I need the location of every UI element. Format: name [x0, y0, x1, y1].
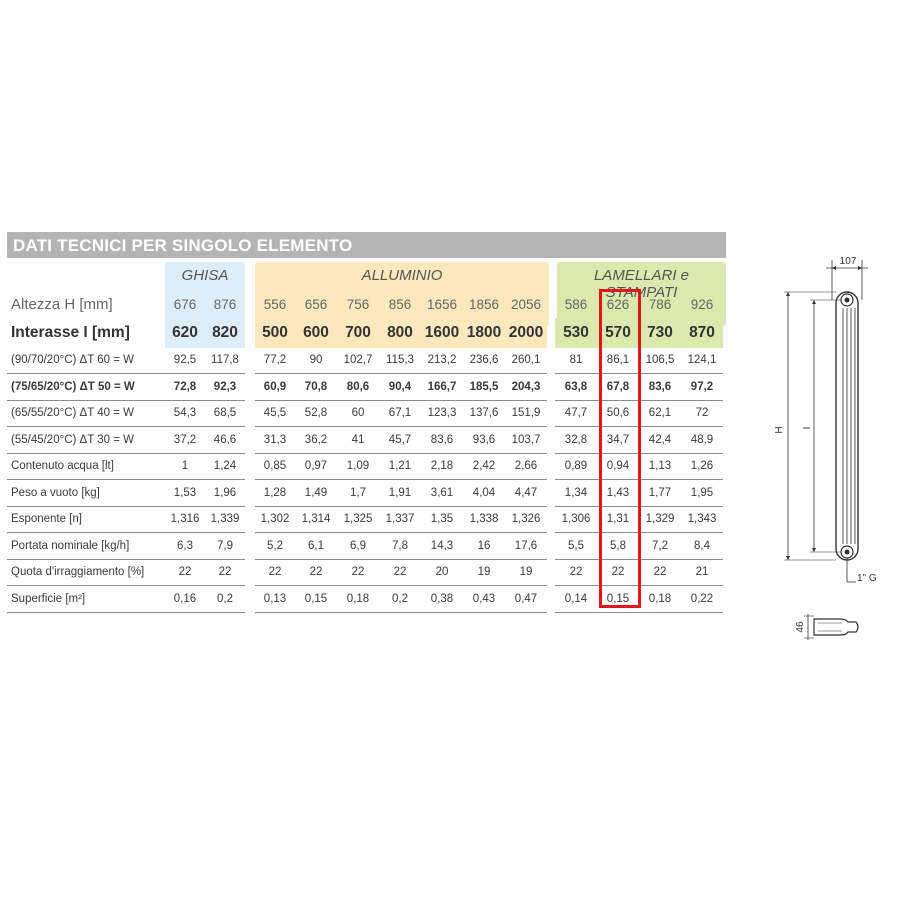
group-label-ghisa: GHISA — [181, 267, 229, 284]
table-cell: 6,1 — [295, 533, 337, 560]
table-cell: 2056 — [510, 297, 542, 313]
table-cell: 0,16 — [165, 586, 205, 613]
group-spacer — [547, 559, 555, 586]
table-cell: 1,49 — [295, 480, 337, 507]
table-cell: 1,329 — [639, 506, 681, 533]
table-cell: 22 — [639, 559, 681, 586]
table-cell: 50,6 — [597, 400, 639, 427]
table-cell: 1,43 — [597, 480, 639, 507]
table-cell: 8,4 — [681, 533, 723, 560]
table-cell: 45,7 — [379, 427, 421, 454]
table-cell: 22 — [295, 559, 337, 586]
group-spacer — [245, 427, 255, 454]
table-cell: 62,1 — [639, 400, 681, 427]
table-cell: 1800 — [463, 318, 505, 348]
table-cell: 166,7 — [421, 374, 463, 401]
table-cell: 530 — [555, 318, 597, 348]
table-cell: 32,8 — [555, 427, 597, 454]
group-spacer — [547, 318, 555, 348]
table-cell: 1,35 — [421, 506, 463, 533]
group-spacer — [547, 453, 555, 480]
table-cell: 6,3 — [165, 533, 205, 560]
table-cell: 4,04 — [463, 480, 505, 507]
table-cell: 151,9 — [505, 400, 547, 427]
depth-dimension-label: 46 — [795, 621, 806, 633]
table-cell: 204,3 — [505, 374, 547, 401]
connection-label: 1" G — [857, 573, 877, 584]
table-cell: 0,85 — [255, 453, 295, 480]
row-label: Peso a vuoto [kg] — [7, 480, 165, 507]
table-cell: 21 — [681, 559, 723, 586]
table-cell: 117,8 — [205, 348, 245, 374]
group-spacer — [547, 374, 555, 401]
table-cell: 1,24 — [205, 453, 245, 480]
group-spacer — [547, 400, 555, 427]
group-spacer — [547, 427, 555, 454]
table-cell: 46,6 — [205, 427, 245, 454]
group-spacer — [245, 453, 255, 480]
table-cell: 570 — [597, 318, 639, 348]
row-label: Esponente [n] — [7, 506, 165, 533]
table-cell: 115,3 — [379, 348, 421, 374]
table-cell: 36,2 — [295, 427, 337, 454]
table-cell: 14,3 — [421, 533, 463, 560]
table-cell: 93,6 — [463, 427, 505, 454]
table-cell: 22 — [597, 559, 639, 586]
table-cell: 3,61 — [421, 480, 463, 507]
height-dimension-label: H — [774, 426, 785, 434]
table-cell: 42,4 — [639, 427, 681, 454]
group-spacer — [245, 348, 255, 374]
table-cell: 1,326 — [505, 506, 547, 533]
table-cell: 72,8 — [165, 374, 205, 401]
table-cell: 1,95 — [681, 480, 723, 507]
row-label: Portata nominale [kg/h] — [7, 533, 165, 560]
table-cell: 870 — [681, 318, 723, 348]
group-spacer — [245, 374, 255, 401]
table-cell: 0,18 — [337, 586, 379, 613]
table-cell: 5,2 — [255, 533, 295, 560]
group-spacer — [245, 292, 255, 318]
table-cell: 0,22 — [681, 586, 723, 613]
group-spacer — [547, 586, 555, 613]
table-cell: 0,13 — [255, 586, 295, 613]
table-cell: 0,15 — [597, 586, 639, 613]
table-cell: 185,5 — [463, 374, 505, 401]
table-cell: 620 — [165, 318, 205, 348]
table-cell: 1,302 — [255, 506, 295, 533]
table-cell: 70,8 — [295, 374, 337, 401]
group-label-alluminio: ALLUMINIO — [361, 267, 443, 284]
table-cell: 1,21 — [379, 453, 421, 480]
table-cell: 90 — [295, 348, 337, 374]
table-cell: 67,8 — [597, 374, 639, 401]
table-cell: 1,31 — [597, 506, 639, 533]
table-cell: 500 — [255, 318, 295, 348]
table-cell: 102,7 — [337, 348, 379, 374]
table-cell: 1,13 — [639, 453, 681, 480]
table-cell: 22 — [379, 559, 421, 586]
table-cell: 0,43 — [463, 586, 505, 613]
group-spacer — [245, 400, 255, 427]
table-cell: 4,47 — [505, 480, 547, 507]
table-cell: 19 — [463, 559, 505, 586]
table-cell: 22 — [205, 559, 245, 586]
group-spacer — [547, 348, 555, 374]
table-cell: 1,337 — [379, 506, 421, 533]
table-cell: 1,34 — [555, 480, 597, 507]
table-cell: 45,5 — [255, 400, 295, 427]
row-label: Quota d'irraggiamento [%] — [7, 559, 165, 586]
table-cell: 2000 — [505, 318, 547, 348]
table-cell: 92,5 — [165, 348, 205, 374]
table-cell: 1,343 — [681, 506, 723, 533]
table-cell: 54,3 — [165, 400, 205, 427]
group-spacer — [245, 559, 255, 586]
row-label: Altezza H [mm] — [11, 296, 113, 314]
table-cell: 34,7 — [597, 427, 639, 454]
table-cell: 1656 — [426, 297, 458, 313]
group-spacer — [547, 480, 555, 507]
table-cell: 48,9 — [681, 427, 723, 454]
table-cell: 19 — [505, 559, 547, 586]
table-cell: 1,77 — [639, 480, 681, 507]
table-cell: 124,1 — [681, 348, 723, 374]
table-cell: 77,2 — [255, 348, 295, 374]
table-cell: 676 — [173, 297, 197, 313]
table-cell: 1,53 — [165, 480, 205, 507]
row-label: Contenuto acqua [lt] — [7, 453, 165, 480]
table-cell: 83,6 — [421, 427, 463, 454]
group-spacer — [547, 506, 555, 533]
table-cell: 92,3 — [205, 374, 245, 401]
table-cell: 81 — [555, 348, 597, 374]
table-cell: 6,9 — [337, 533, 379, 560]
row-label: (90/70/20°C) ΔT 60 = W — [7, 348, 165, 374]
table-title-bar — [7, 232, 726, 258]
table-cell: 856 — [388, 297, 412, 313]
table-cell: 0,38 — [421, 586, 463, 613]
table-cell: 213,2 — [421, 348, 463, 374]
table-cell: 103,7 — [505, 427, 547, 454]
table-cell: 1,325 — [337, 506, 379, 533]
table-cell: 0,15 — [295, 586, 337, 613]
group-spacer — [245, 318, 255, 348]
table-cell: 756 — [346, 297, 370, 313]
table-cell: 52,8 — [295, 400, 337, 427]
group-label-lamellari: LAMELLARI e STAMPATI — [593, 267, 690, 301]
group-spacer — [245, 480, 255, 507]
table-title: DATI TECNICI PER SINGOLO ELEMENTO — [13, 236, 353, 255]
width-dimension-label: 107 — [839, 256, 857, 267]
row-label: (65/55/20°C) ΔT 40 = W — [7, 400, 165, 427]
table-cell: 37,2 — [165, 427, 205, 454]
group-spacer — [547, 533, 555, 560]
table-cell: 22 — [165, 559, 205, 586]
table-cell: 0,2 — [379, 586, 421, 613]
table-cell: 20 — [421, 559, 463, 586]
table-cell: 41 — [337, 427, 379, 454]
table-cell: 60,9 — [255, 374, 295, 401]
table-cell: 0,89 — [555, 453, 597, 480]
row-label: (55/45/20°C) ΔT 30 = W — [7, 427, 165, 454]
table-cell: 137,6 — [463, 400, 505, 427]
table-cell: 17,6 — [505, 533, 547, 560]
table-cell: 7,8 — [379, 533, 421, 560]
table-cell: 7,2 — [639, 533, 681, 560]
table-cell: 68,5 — [205, 400, 245, 427]
table-cell: 16 — [463, 533, 505, 560]
table-cell: 1,26 — [681, 453, 723, 480]
table-cell: 1,314 — [295, 506, 337, 533]
table-cell: 820 — [205, 318, 245, 348]
table-cell: 60 — [337, 400, 379, 427]
table-cell: 2,18 — [421, 453, 463, 480]
table-cell: 260,1 — [505, 348, 547, 374]
table-cell: 730 — [639, 318, 681, 348]
table-cell: 926 — [690, 297, 714, 313]
table-cell: 0,18 — [639, 586, 681, 613]
table-cell: 0,97 — [295, 453, 337, 480]
table-cell: 0,47 — [505, 586, 547, 613]
table-cell: 1,306 — [555, 506, 597, 533]
table-cell: 1,338 — [463, 506, 505, 533]
group-spacer — [245, 586, 255, 613]
row-label: (75/65/20°C) ΔT 50 = W — [7, 374, 165, 401]
table-cell: 83,6 — [639, 374, 681, 401]
row-label: Superficie [m²] — [7, 586, 165, 613]
group-spacer — [245, 533, 255, 560]
table-cell: 1,91 — [379, 480, 421, 507]
table-cell: 97,2 — [681, 374, 723, 401]
table-cell: 1,7 — [337, 480, 379, 507]
table-cell: 1 — [165, 453, 205, 480]
table-cell: 90,4 — [379, 374, 421, 401]
table-cell: 0,2 — [205, 586, 245, 613]
table-cell: 586 — [564, 297, 588, 313]
table-cell: 67,1 — [379, 400, 421, 427]
table-cell: 1,316 — [165, 506, 205, 533]
table-cell: 1,28 — [255, 480, 295, 507]
group-spacer — [547, 292, 555, 318]
table-cell: 1,09 — [337, 453, 379, 480]
interaxis-dimension-label: I — [802, 426, 813, 430]
table-cell: 5,5 — [555, 533, 597, 560]
table-cell: 786 — [648, 297, 672, 313]
table-cell: 86,1 — [597, 348, 639, 374]
radiator-element-drawing — [770, 252, 890, 652]
table-cell: 626 — [606, 297, 630, 313]
table-cell: 22 — [337, 559, 379, 586]
table-cell: 236,6 — [463, 348, 505, 374]
table-cell: 63,8 — [555, 374, 597, 401]
table-cell: 5,8 — [597, 533, 639, 560]
table-cell: 2,66 — [505, 453, 547, 480]
group-spacer — [245, 506, 255, 533]
table-cell: 876 — [213, 297, 237, 313]
table-cell: 80,6 — [337, 374, 379, 401]
table-cell: 123,3 — [421, 400, 463, 427]
table-cell: 656 — [304, 297, 328, 313]
table-cell: 0,14 — [555, 586, 597, 613]
table-cell: 22 — [555, 559, 597, 586]
table-cell: 600 — [295, 318, 337, 348]
table-cell: 800 — [379, 318, 421, 348]
table-cell: 556 — [263, 297, 287, 313]
table-cell: 0,94 — [597, 453, 639, 480]
selected-column-highlight — [599, 289, 641, 608]
table-cell: 1856 — [468, 297, 500, 313]
table-cell: 31,3 — [255, 427, 295, 454]
table-cell: 2,42 — [463, 453, 505, 480]
table-cell: 22 — [255, 559, 295, 586]
table-cell: 7,9 — [205, 533, 245, 560]
table-cell: 47,7 — [555, 400, 597, 427]
table-cell: 700 — [337, 318, 379, 348]
table-cell: 1,96 — [205, 480, 245, 507]
table-cell: 1600 — [421, 318, 463, 348]
table-cell: 106,5 — [639, 348, 681, 374]
row-label: Interasse I [mm] — [11, 323, 130, 341]
table-cell: 72 — [681, 400, 723, 427]
table-cell: 1,339 — [205, 506, 245, 533]
